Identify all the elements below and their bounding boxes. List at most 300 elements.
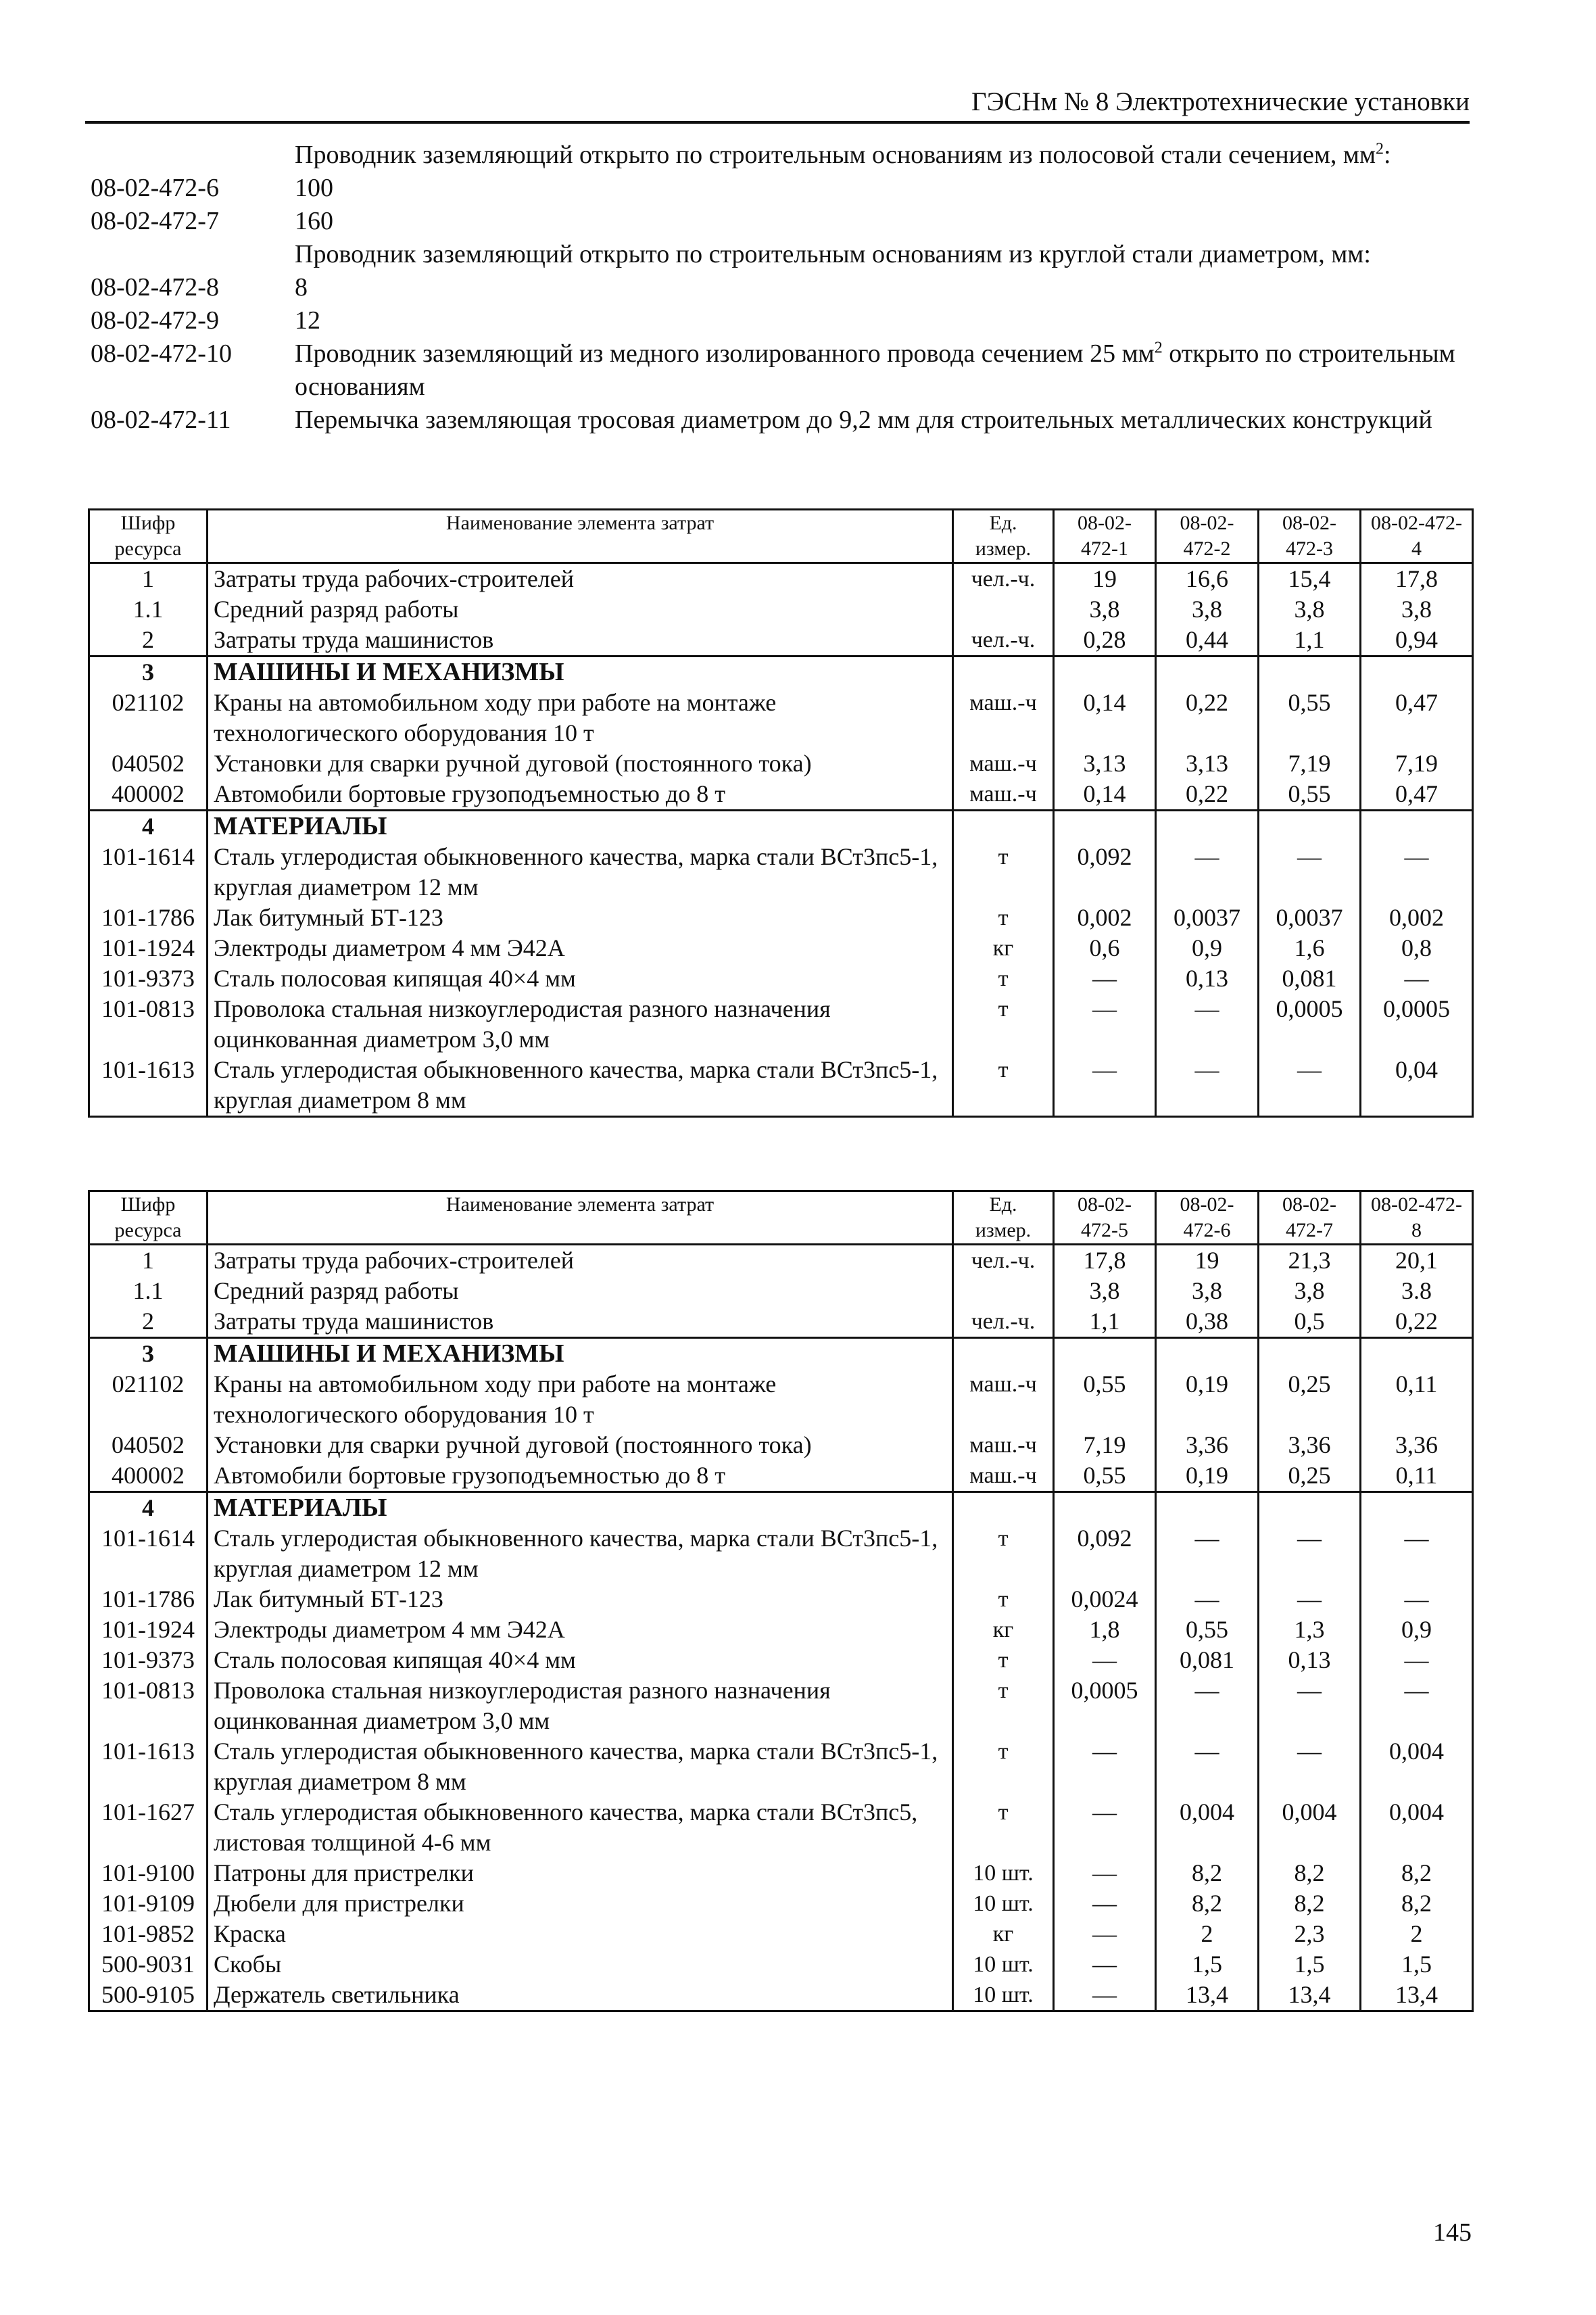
resource-value: — [1156,1523,1259,1584]
header-norm-code: 08-02-472-3 [1259,510,1361,563]
resource-value: — [1259,1584,1361,1615]
resource-code: 1.1 [89,594,208,625]
page-number: 145 [1433,2218,1472,2247]
resource-code: 3 [89,1338,208,1370]
resource-value: — [1054,1858,1156,1888]
resource-value [1259,811,1361,842]
resource-name: Патроны для пристрелки [208,1858,953,1888]
resource-name: Затраты труда рабочих-строителей [208,1245,953,1276]
resource-unit: чел.-ч. [953,563,1054,595]
resource-value [1361,811,1473,842]
resource-name: Сталь полосовая кипящая 40×4 мм [208,963,953,994]
table-row [89,963,1473,994]
header-title: ГЭСНм № 8 Электротехнические установки [971,87,1470,116]
resource-value: 1,5 [1259,1949,1361,1980]
resource-value: 2,3 [1259,1919,1361,1949]
norm-code: 08-02-472-6 [91,174,219,202]
resource-unit: 10 шт. [953,1980,1054,2011]
resource-code: 500-9031 [89,1949,208,1980]
resource-code: 4 [89,811,208,842]
header-code: Шифр ресурса [89,1191,208,1245]
resource-value: 0,38 [1156,1306,1259,1338]
resource-value: 7,19 [1054,1430,1156,1460]
table-row [89,1919,1473,1949]
resource-unit: т [953,1736,1054,1797]
resource-unit: 10 шт. [953,1858,1054,1888]
resource-value: 19 [1054,563,1156,595]
resource-value: 8,2 [1259,1888,1361,1919]
resource-value: 8,2 [1361,1858,1473,1888]
resource-value [1259,1492,1361,1524]
resource-value [1259,657,1361,688]
header-unit: Ед. измер. [953,1191,1054,1245]
intro-row [91,271,1470,304]
resource-unit: маш.-ч [953,748,1054,779]
norm-code [91,238,295,271]
norm-code [91,139,295,172]
resource-value: — [1054,1919,1156,1949]
resource-value: 0,0005 [1259,994,1361,1055]
resource-unit: чел.-ч. [953,625,1054,657]
resource-value: — [1259,842,1361,903]
resource-value: 0,55 [1054,1460,1156,1492]
resource-code: 101-9100 [89,1858,208,1888]
resource-code: 400002 [89,1460,208,1492]
resource-unit: маш.-ч [953,1369,1054,1430]
resource-value: 3,8 [1054,1276,1156,1306]
resource-value: 3,8 [1259,594,1361,625]
resource-code: 101-0813 [89,994,208,1055]
resource-value: 19 [1156,1245,1259,1276]
resource-value: 0,004 [1259,1797,1361,1858]
resource-value: — [1054,1949,1156,1980]
resource-value: — [1054,1797,1156,1858]
resource-code: 040502 [89,1430,208,1460]
resource-name: Электроды диаметром 4 мм Э42А [208,933,953,963]
resource-value: 3,8 [1054,594,1156,625]
resource-unit: т [953,1523,1054,1584]
table-row [89,1615,1473,1645]
resource-code: 101-9373 [89,1645,208,1675]
resource-name: Держатель светильника [208,1980,953,2011]
header-unit: Ед. измер. [953,510,1054,563]
table-row [89,1276,1473,1306]
resource-value: 0,081 [1156,1645,1259,1675]
resource-name: Проволока стальная низкоуглеродистая разного назначения оцинкованная диаметром 3,0 мм [208,1675,953,1736]
resource-table-1 [88,508,1474,1118]
resource-unit [953,657,1054,688]
resource-unit: т [953,903,1054,933]
table-header-row [89,510,1473,563]
resource-value: 0,19 [1156,1369,1259,1430]
table-row [89,1245,1473,1276]
resource-value [1259,1338,1361,1370]
resource-value [1054,1338,1156,1370]
resource-value: — [1361,842,1473,903]
resource-value: 0,9 [1156,933,1259,963]
resource-value: 0,47 [1361,779,1473,811]
resource-name: МАТЕРИАЛЫ [208,1492,953,1524]
norm-code: 08-02-472-10 [91,339,232,368]
resource-code: 400002 [89,779,208,811]
intro-row [91,139,1470,172]
norm-code: 08-02-472-11 [91,406,231,434]
resource-name: Скобы [208,1949,953,1980]
resource-value: 0,25 [1259,1369,1361,1430]
table-row [89,594,1473,625]
resource-value: 17,8 [1054,1245,1156,1276]
intro-row [91,238,1470,271]
resource-code: 1.1 [89,1276,208,1306]
resource-value: — [1259,1523,1361,1584]
table-row [89,1797,1473,1858]
resource-unit [953,811,1054,842]
resource-name: Проволока стальная низкоуглеродистая разного назначения оцинкованная диаметром 3,0 мм [208,994,953,1055]
resource-value: — [1361,1675,1473,1736]
resource-code: 101-1613 [89,1055,208,1117]
resource-value [1156,1338,1259,1370]
resource-value: — [1156,1675,1259,1736]
norm-description: Перемычка заземляющая тросовая диаметром до 9,2 мм для строительных металлических конструкций [295,406,1432,434]
norm-description: 8 [295,273,308,302]
resource-value [1361,1492,1473,1524]
resource-value: 0,44 [1156,625,1259,657]
table-intro [91,139,1470,437]
resource-name: Электроды диаметром 4 мм Э42А [208,1615,953,1645]
resource-unit: чел.-ч. [953,1245,1054,1276]
resource-value: 0,9 [1361,1615,1473,1645]
resource-value [1054,811,1156,842]
resource-value: 1,5 [1156,1949,1259,1980]
resource-unit: т [953,1675,1054,1736]
resource-unit: т [953,994,1054,1055]
resource-value: — [1259,1736,1361,1797]
resource-value: 21,3 [1259,1245,1361,1276]
resource-value: 1,1 [1259,625,1361,657]
resource-code: 101-9109 [89,1888,208,1919]
resource-value: — [1054,1645,1156,1675]
resource-code: 101-1924 [89,933,208,963]
resource-name: Затраты труда рабочих-строителей [208,563,953,595]
table-header-row [89,1191,1473,1245]
resource-code: 2 [89,1306,208,1338]
resource-value: — [1361,1584,1473,1615]
norm-description: Проводник заземляющий из медного изолированного провода сечением 25 $мм^2$ открыто по строительным основаниям [295,339,1455,401]
resource-code: 2 [89,625,208,657]
resource-unit [953,1492,1054,1524]
resource-value: 8,2 [1259,1858,1361,1888]
resource-code: 101-1613 [89,1736,208,1797]
resource-code: 101-0813 [89,1675,208,1736]
resource-value: 3,8 [1361,594,1473,625]
table-row [89,625,1473,657]
resource-value: 0,22 [1156,688,1259,748]
resource-value: 0,004 [1156,1797,1259,1858]
resource-value: 0,22 [1361,1306,1473,1338]
resource-value: 0,22 [1156,779,1259,811]
table-row [89,1888,1473,1919]
resource-name: Автомобили бортовые грузоподъемностью до 8 т [208,1460,953,1492]
section-row [89,811,1473,842]
resource-name: Средний разряд работы [208,1276,953,1306]
resource-code: 3 [89,657,208,688]
resource-value: 7,19 [1361,748,1473,779]
resource-value: 8,2 [1156,1858,1259,1888]
resource-value: 3,36 [1361,1430,1473,1460]
resource-unit: т [953,1645,1054,1675]
resource-value [1054,657,1156,688]
resource-value: 0,11 [1361,1369,1473,1430]
resource-value: 0,081 [1259,963,1361,994]
resource-name: Затраты труда машинистов [208,1306,953,1338]
resource-value: — [1259,1055,1361,1117]
resource-value: — [1054,994,1156,1055]
resource-value: 0,55 [1054,1369,1156,1430]
resource-value: — [1156,842,1259,903]
section-row [89,1492,1473,1524]
header-code: Шифр ресурса [89,510,208,563]
resource-value: 8,2 [1156,1888,1259,1919]
running-header [85,87,1470,124]
resource-value: — [1361,963,1473,994]
resource-value: 13,4 [1361,1980,1473,2011]
intro-row [91,404,1470,437]
norm-code: 08-02-472-7 [91,207,219,235]
resource-value: 0,13 [1259,1645,1361,1675]
resource-value [1054,1492,1156,1524]
resource-name: Установки для сварки ручной дуговой (постоянного тока) [208,748,953,779]
table-row [89,1306,1473,1338]
resource-value: 0,14 [1054,779,1156,811]
table-row [89,1369,1473,1430]
resource-unit [953,1276,1054,1306]
resource-value: 17,8 [1361,563,1473,595]
resource-value: 0,47 [1361,688,1473,748]
intro-row [91,172,1470,205]
resource-value: 2 [1156,1919,1259,1949]
resource-value: 0,002 [1361,903,1473,933]
resource-value [1156,811,1259,842]
table-row [89,748,1473,779]
intro-row [91,304,1470,337]
resource-value: 13,4 [1259,1980,1361,2011]
resource-value: 15,4 [1259,563,1361,595]
resource-value: 0,04 [1361,1055,1473,1117]
norm-description: Проводник заземляющий открыто по строительным основаниям из круглой стали диаметром, мм: [295,240,1371,268]
resource-value: — [1054,1736,1156,1797]
table-row [89,1460,1473,1492]
resource-value: — [1361,1523,1473,1584]
table-row [89,1523,1473,1584]
resource-code: 101-1786 [89,1584,208,1615]
resource-value: 2 [1361,1919,1473,1949]
norm-code: 08-02-472-9 [91,306,219,335]
resource-code: 500-9105 [89,1980,208,2011]
norm-description: 160 [295,207,333,235]
resource-code: 101-9852 [89,1919,208,1949]
resource-value: 3.8 [1361,1276,1473,1306]
resource-value: — [1361,1645,1473,1675]
resource-code: 101-9373 [89,963,208,994]
resource-name: Краны на автомобильном ходу при работе на монтаже технологического оборудования 10 т [208,688,953,748]
resource-name: МАТЕРИАЛЫ [208,811,953,842]
resource-value: 0,0037 [1156,903,1259,933]
table-row [89,1736,1473,1797]
resource-code: 4 [89,1492,208,1524]
superscript: 2 [1376,140,1384,158]
header-norm-code: 08-02-472-7 [1259,1191,1361,1245]
resource-unit: т [953,1797,1054,1858]
resource-name: Дюбели для пристрелки [208,1888,953,1919]
resource-value: 3,8 [1259,1276,1361,1306]
resource-value: 8,2 [1361,1888,1473,1919]
resource-value: 0,002 [1054,903,1156,933]
resource-value: 0,5 [1259,1306,1361,1338]
resource-code: 040502 [89,748,208,779]
resource-value: 0,55 [1259,779,1361,811]
resource-value: — [1156,994,1259,1055]
resource-value: 0,13 [1156,963,1259,994]
resource-value: 0,004 [1361,1736,1473,1797]
header-norm-code: 08-02-472-1 [1054,510,1156,563]
resource-name: Установки для сварки ручной дуговой (постоянного тока) [208,1430,953,1460]
resource-name: Сталь углеродистая обыкновенного качества, марка стали ВСт3пс5-1, круглая диаметром 12 мм [208,842,953,903]
resource-code: 101-1614 [89,1523,208,1584]
table-row [89,903,1473,933]
resource-value: 0,092 [1054,1523,1156,1584]
resource-value [1156,657,1259,688]
resource-name: Лак битумный БТ-123 [208,903,953,933]
resource-unit [953,594,1054,625]
resource-value: — [1156,1736,1259,1797]
header-norm-code: 08-02-472-6 [1156,1191,1259,1245]
resource-value: 0,28 [1054,625,1156,657]
superscript: 2 [1154,339,1163,357]
header-norm-code: 08-02-472-2 [1156,510,1259,563]
resource-code: 021102 [89,688,208,748]
resource-code: 101-1627 [89,1797,208,1858]
resource-name: Сталь углеродистая обыкновенного качества, марка стали ВСт3пс5-1, круглая диаметром 8 мм [208,1736,953,1797]
resource-value: 0,092 [1054,842,1156,903]
resource-value: 0,11 [1361,1460,1473,1492]
resource-value: 0,25 [1259,1460,1361,1492]
resource-value: 3,36 [1259,1430,1361,1460]
resource-name: Сталь углеродистая обыкновенного качества, марка стали ВСт3пс5, листовая толщиной 4-6 мм [208,1797,953,1858]
resource-name: Автомобили бортовые грузоподъемностью до 8 т [208,779,953,811]
resource-unit: т [953,1584,1054,1615]
resource-name: Лак битумный БТ-123 [208,1584,953,1615]
resource-value: 0,19 [1156,1460,1259,1492]
norm-description: 12 [295,306,320,335]
table-row [89,1858,1473,1888]
resource-value: — [1054,1888,1156,1919]
table-row [89,1584,1473,1615]
resource-value: 3,13 [1054,748,1156,779]
resource-unit: 10 шт. [953,1949,1054,1980]
resource-value: 3,8 [1156,1276,1259,1306]
resource-value: 3,13 [1156,748,1259,779]
resource-unit: кг [953,1615,1054,1645]
table-row [89,779,1473,811]
section-row [89,657,1473,688]
section-row [89,1338,1473,1370]
resource-code: 021102 [89,1369,208,1430]
resource-unit: маш.-ч [953,1430,1054,1460]
resource-value: 1,6 [1259,933,1361,963]
resource-value: 0,55 [1259,688,1361,748]
resource-value: 0,0024 [1054,1584,1156,1615]
resource-value: — [1156,1584,1259,1615]
table-row [89,1980,1473,2011]
resource-value: 13,4 [1156,1980,1259,2011]
header-name: Наименование элемента затрат [208,510,953,563]
table-row [89,1430,1473,1460]
table-row [89,842,1473,903]
norm-description: 100 [295,174,333,202]
resource-table-2 [88,1190,1474,2012]
resource-code: 101-1614 [89,842,208,903]
resource-unit: чел.-ч. [953,1306,1054,1338]
resource-value: 1,1 [1054,1306,1156,1338]
table-row [89,1675,1473,1736]
resource-value: — [1054,1055,1156,1117]
table-row [89,1645,1473,1675]
table-row [89,563,1473,595]
resource-name: Сталь углеродистая обыкновенного качества, марка стали ВСт3пс5-1, круглая диаметром 12 мм [208,1523,953,1584]
resource-value: — [1259,1675,1361,1736]
norm-description: Проводник заземляющий открыто по строительным основаниям из полосовой стали сечением, $мм^2$: [295,140,1391,169]
table-row [89,933,1473,963]
resource-value [1156,1492,1259,1524]
table-row [89,1949,1473,1980]
resource-code: 1 [89,1245,208,1276]
resource-code: 1 [89,563,208,595]
resource-name: Затраты труда машинистов [208,625,953,657]
resource-name: Сталь углеродистая обыкновенного качества, марка стали ВСт3пс5-1, круглая диаметром 8 мм [208,1055,953,1117]
resource-name: Краска [208,1919,953,1949]
resource-value: — [1054,963,1156,994]
norm-code: 08-02-472-8 [91,273,219,302]
resource-unit: т [953,963,1054,994]
table-row [89,688,1473,748]
resource-name: МАШИНЫ И МЕХАНИЗМЫ [208,1338,953,1370]
resource-value: 0,0005 [1361,994,1473,1055]
resource-name: Сталь полосовая кипящая 40×4 мм [208,1645,953,1675]
resource-value: 0,55 [1156,1615,1259,1645]
header-norm-code: 08-02-472-4 [1361,510,1473,563]
resource-unit: маш.-ч [953,688,1054,748]
resource-value: 0,14 [1054,688,1156,748]
resource-name: Краны на автомобильном ходу при работе на монтаже технологического оборудования 10 т [208,1369,953,1430]
resource-value: 16,6 [1156,563,1259,595]
resource-name: МАШИНЫ И МЕХАНИЗМЫ [208,657,953,688]
resource-unit [953,1338,1054,1370]
resource-value: 0,6 [1054,933,1156,963]
resource-unit: 10 шт. [953,1888,1054,1919]
header-norm-code: 08-02-472-8 [1361,1191,1473,1245]
intro-row [91,205,1470,238]
resource-value: — [1054,1980,1156,2011]
table-row [89,1055,1473,1117]
resource-value: 7,19 [1259,748,1361,779]
resource-value [1361,1338,1473,1370]
resource-value: 1,5 [1361,1949,1473,1980]
resource-value: 0,94 [1361,625,1473,657]
resource-value: 3,8 [1156,594,1259,625]
resource-code: 101-1786 [89,903,208,933]
resource-unit: маш.-ч [953,779,1054,811]
resource-value: 1,8 [1054,1615,1156,1645]
